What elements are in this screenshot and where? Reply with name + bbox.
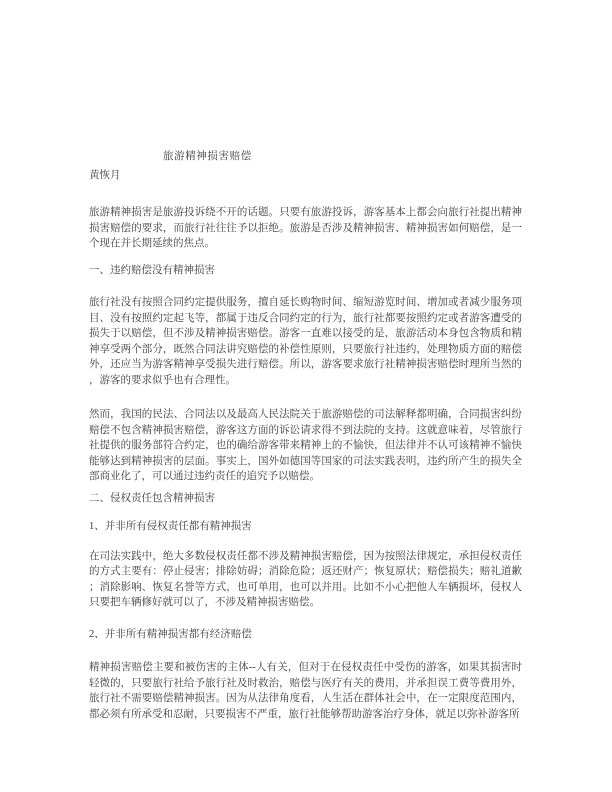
section1-paragraph-1: 旅行社没有按照合同约定提供服务，擅自延长购物时间、缩短游览时间、增加或者减少服务项目、没有按照约定起飞等，都属于违反合同约定的行为，旅行社都要按照约定或者游客遭受的损失于以赔偿，但不涉及精神损害赔偿。游客一直难以接受的是，旅游活动本身包含物质和精神享受两个部分，既然合同法讲究赔偿的补偿性原则，只要旅行社违约，处理物质方面的赔偿外，还应当为游客精神享受损失进行赔偿。所以，游客要求旅行社精神损害赔偿时理所当然的，游客的要求似乎也有合理性。 xyxy=(89,297,522,386)
intro-paragraph: 旅游精神损害是旅游投诉绕不开的话题。只要有旅游投诉，游客基本上都会向旅行社提出精神损害赔偿的要求，而旅行社往往予以拒绝。旅游是否涉及精神损害、精神损害如何赔偿，是一个现在并长期延续的焦点。 xyxy=(89,207,522,249)
author-name: 黄恢月 xyxy=(89,169,121,181)
section2-subheading-1: 1、并非所有侵权责任都有精神损害 xyxy=(89,521,252,532)
section2-subheading-2: 2、并非所有精神损害都有经济赔偿 xyxy=(89,628,252,640)
section1-heading: 一、违约赔偿没有精神损害 xyxy=(89,264,215,276)
section2-heading: 二、侵权责任包含精神损害 xyxy=(89,492,215,504)
section1-paragraph-2: 然而，我国的民法、合同法以及最高人民法院关于旅游赔偿的司法解释都明确，合同损害纠纷赔偿不包含精神损害赔偿，游客这方面的诉讼请求得不到法院的支持。这就意味着，尽管旅行社提供的服务部符合约定，也的确给游客带来精神上的不愉快，但法律并不认可该精神不愉快能够达到精神损害的层面。事实上，国外如德国等国家的司法实践表明，违约所产生的损失全部商业化了，可以通过违约责任的追究予以赔偿。 xyxy=(89,409,522,482)
section2-sub1-paragraph: 在司法实践中，绝大多数侵权责任都不涉及精神损害赔偿，因为按照法律规定，承担侵权责任的方式主要有：停止侵害；排除妨碍；消除危险；返还财产；恢复原状；赔偿损失；赔礼道歉；消除影响、恢复名誉等方式，也可单用，也可以并用。比如不小心把他人车辆损坏，侵权人只要把车辆修好就可以了，不涉及精神损害赔偿。 xyxy=(89,550,522,608)
section2-sub2-paragraph: 精神损害赔偿主要和被伤害的主体--人有关，但对于在侵权责任中受伤的游客，如果其损害时轻微的，只要旅行社给予旅行社及时救治，赔偿与医疗有关的费用，并承担误工费等费用外，旅行社不需要赔偿精神损害。因为从法律角度看，人生活在群体社会中，在一定限度范围内，都必须有所承受和忍耐，只要损害不严重，旅行社能够帮助游客治疗身体，就足以弥补游客所 xyxy=(89,662,522,720)
page-title: 旅游精神损害赔偿 xyxy=(163,151,252,162)
